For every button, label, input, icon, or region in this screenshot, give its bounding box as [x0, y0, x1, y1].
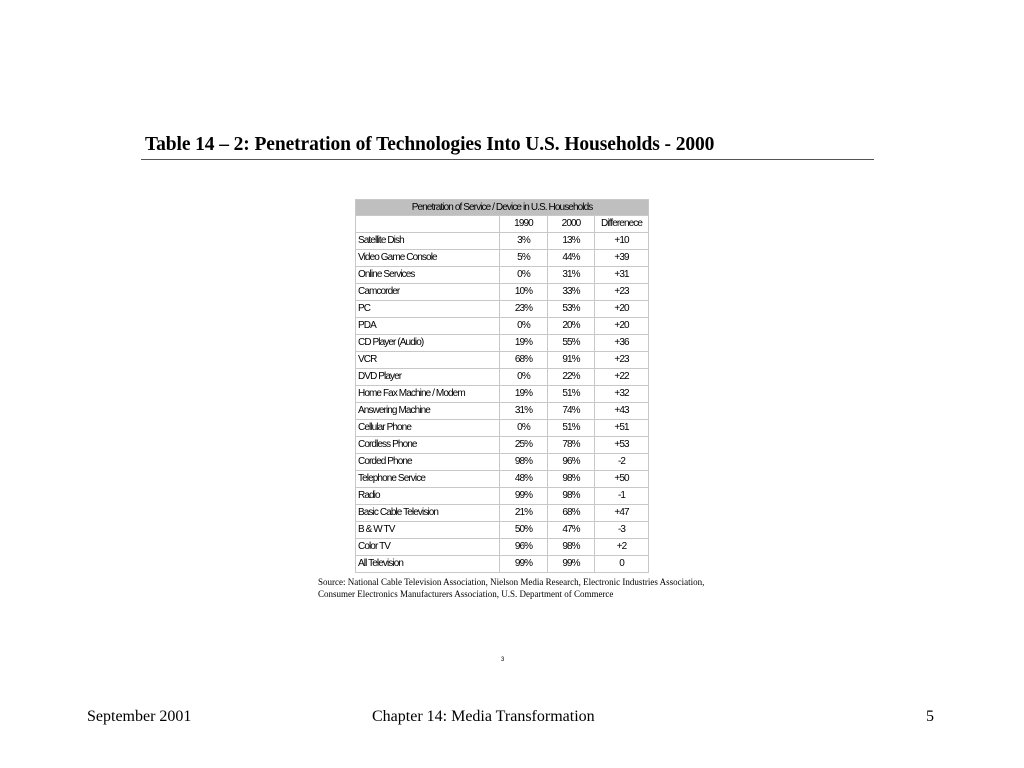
- row-label: CD Player (Audio): [356, 335, 500, 352]
- value-1990: 5%: [500, 250, 548, 267]
- slide-title: Table 14 – 2: Penetration of Technologies Into U.S. Households - 2000: [145, 134, 715, 155]
- row-label: Radio: [356, 488, 500, 505]
- value-2000: 78%: [548, 437, 595, 454]
- value-difference: +32: [595, 386, 649, 403]
- table-header-row: [356, 216, 649, 233]
- value-difference: +23: [595, 352, 649, 369]
- value-2000: 91%: [548, 352, 595, 369]
- table-row: [356, 522, 649, 539]
- value-1990: 0%: [500, 267, 548, 284]
- value-1990: 99%: [500, 556, 548, 573]
- value-1990: 99%: [500, 488, 548, 505]
- value-2000: 98%: [548, 488, 595, 505]
- value-difference: +31: [595, 267, 649, 284]
- table-row: [356, 352, 649, 369]
- page-mark: 3: [501, 657, 505, 663]
- value-2000: 98%: [548, 471, 595, 488]
- column-header-difference: Differenece: [595, 216, 649, 233]
- row-label: Camcorder: [356, 284, 500, 301]
- table-row: [356, 471, 649, 488]
- table-row: [356, 454, 649, 471]
- table-row: [356, 250, 649, 267]
- row-label: Corded Phone: [356, 454, 500, 471]
- value-2000: 68%: [548, 505, 595, 522]
- value-1990: 96%: [500, 539, 548, 556]
- value-2000: 99%: [548, 556, 595, 573]
- value-difference: +20: [595, 318, 649, 335]
- table-row: [356, 403, 649, 420]
- table-row: [356, 233, 649, 250]
- table-row: [356, 556, 649, 573]
- table-row: [356, 505, 649, 522]
- row-label: PC: [356, 301, 500, 318]
- row-label: DVD Player: [356, 369, 500, 386]
- value-difference: +2: [595, 539, 649, 556]
- value-difference: +50: [595, 471, 649, 488]
- value-difference: 0: [595, 556, 649, 573]
- row-label: VCR: [356, 352, 500, 369]
- table-row: [356, 318, 649, 335]
- value-difference: +10: [595, 233, 649, 250]
- row-label: Basic Cable Television: [356, 505, 500, 522]
- value-difference: +53: [595, 437, 649, 454]
- value-2000: 13%: [548, 233, 595, 250]
- value-2000: 22%: [548, 369, 595, 386]
- value-difference: +47: [595, 505, 649, 522]
- footer-page-number: 5: [926, 708, 934, 725]
- footer-date: September 2001: [87, 708, 192, 725]
- table-row: [356, 284, 649, 301]
- column-header-2000: 2000: [548, 216, 595, 233]
- table-row: [356, 267, 649, 284]
- table-row: [356, 488, 649, 505]
- value-1990: 68%: [500, 352, 548, 369]
- value-1990: 21%: [500, 505, 548, 522]
- value-2000: 74%: [548, 403, 595, 420]
- value-1990: 10%: [500, 284, 548, 301]
- value-2000: 33%: [548, 284, 595, 301]
- value-2000: 55%: [548, 335, 595, 352]
- value-difference: +20: [595, 301, 649, 318]
- row-label: Cordless Phone: [356, 437, 500, 454]
- value-difference: -3: [595, 522, 649, 539]
- source-note: Source: National Cable Television Association, Nielson Media Research, Electronic Industries Association, Consumer Electronics Manufacturers Association, U.S. Department of Commerce: [318, 577, 705, 599]
- value-2000: 96%: [548, 454, 595, 471]
- value-difference: +39: [595, 250, 649, 267]
- value-difference: -1: [595, 488, 649, 505]
- value-2000: 20%: [548, 318, 595, 335]
- row-label: Answering Machine: [356, 403, 500, 420]
- row-label: Video Game Console: [356, 250, 500, 267]
- column-header-item: [356, 216, 500, 233]
- row-label: B & W TV: [356, 522, 500, 539]
- table-row: [356, 539, 649, 556]
- value-1990: 0%: [500, 420, 548, 437]
- row-label: PDA: [356, 318, 500, 335]
- value-difference: +22: [595, 369, 649, 386]
- table-row: [356, 386, 649, 403]
- row-label: Cellular Phone: [356, 420, 500, 437]
- table-caption: Penetration of Service / Device in U.S. Households: [356, 200, 649, 216]
- title-divider: [141, 159, 874, 160]
- value-2000: 98%: [548, 539, 595, 556]
- table-body: [356, 233, 649, 573]
- value-1990: 25%: [500, 437, 548, 454]
- row-label: Home Fax Machine / Modem: [356, 386, 500, 403]
- penetration-table: [355, 199, 649, 573]
- row-label: Satellite Dish: [356, 233, 500, 250]
- value-1990: 0%: [500, 369, 548, 386]
- value-2000: 51%: [548, 420, 595, 437]
- value-1990: 3%: [500, 233, 548, 250]
- row-label: Online Services: [356, 267, 500, 284]
- value-1990: 31%: [500, 403, 548, 420]
- table-caption-row: [356, 200, 649, 216]
- value-difference: -2: [595, 454, 649, 471]
- value-2000: 31%: [548, 267, 595, 284]
- value-1990: 98%: [500, 454, 548, 471]
- row-label: All Television: [356, 556, 500, 573]
- table-row: [356, 335, 649, 352]
- table-row: [356, 420, 649, 437]
- row-label: Color TV: [356, 539, 500, 556]
- value-difference: +51: [595, 420, 649, 437]
- table-row: [356, 369, 649, 386]
- value-1990: 0%: [500, 318, 548, 335]
- value-1990: 48%: [500, 471, 548, 488]
- value-2000: 47%: [548, 522, 595, 539]
- footer-chapter: Chapter 14: Media Transformation: [372, 708, 595, 725]
- value-difference: +23: [595, 284, 649, 301]
- value-2000: 51%: [548, 386, 595, 403]
- value-1990: 23%: [500, 301, 548, 318]
- table-row: [356, 301, 649, 318]
- row-label: Telephone Service: [356, 471, 500, 488]
- value-difference: +36: [595, 335, 649, 352]
- value-1990: 50%: [500, 522, 548, 539]
- column-header-1990: 1990: [500, 216, 548, 233]
- value-difference: +43: [595, 403, 649, 420]
- value-2000: 44%: [548, 250, 595, 267]
- value-1990: 19%: [500, 335, 548, 352]
- value-2000: 53%: [548, 301, 595, 318]
- value-1990: 19%: [500, 386, 548, 403]
- table-row: [356, 437, 649, 454]
